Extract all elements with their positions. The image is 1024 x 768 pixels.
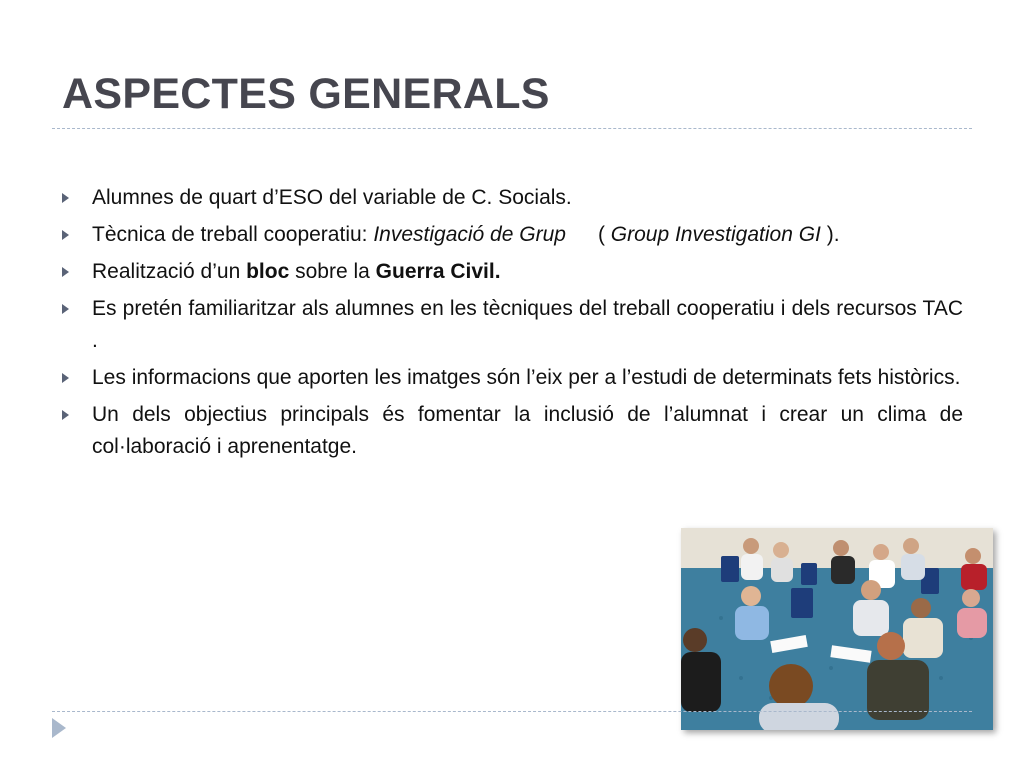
bullet-item <box>62 293 963 357</box>
bullet-arrow-icon <box>62 410 69 420</box>
bullet-item <box>62 182 963 214</box>
bullet-text: Alumnes de quart d’ESO del variable de C. Socials. <box>92 186 572 209</box>
title-divider <box>52 128 972 129</box>
bullet-text: Un dels objectius principals és fomentar la inclusió de l’alumnat i crear un clima de col·laboració i aprenentatge. <box>92 403 963 458</box>
bullet-item <box>62 256 963 288</box>
bullet-item <box>62 362 963 394</box>
play-arrow-icon[interactable] <box>52 718 66 738</box>
bullet-arrow-icon <box>62 193 69 203</box>
bullet-text: Tècnica de treball cooperatiu: <box>92 223 374 246</box>
bullet-text: ( <box>597 223 611 246</box>
bullet-text: Es pretén familiaritzar als alumnes en les tècniques del treball cooperatiu i dels recursos TAC . <box>92 297 963 352</box>
bullet-text: Les informacions que aporten les imatges són l’eix per a l’estudi de determinats fets històrics. <box>92 366 961 389</box>
slide-title: ASPECTES GENERALS <box>62 70 550 118</box>
group-photo-illustration <box>681 528 993 730</box>
footer-divider <box>52 711 972 712</box>
bullet-item <box>62 219 963 251</box>
bullet-text-italic: Investigació de Grup <box>373 223 566 246</box>
bullet-list <box>62 182 963 468</box>
bullet-text-bold: bloc <box>246 260 290 283</box>
group-photo <box>681 528 993 730</box>
bullet-arrow-icon <box>62 304 69 314</box>
bullet-text-bold: Guerra Civil. <box>375 260 501 283</box>
bullet-arrow-icon <box>62 373 69 383</box>
bullet-text: ). <box>820 223 840 246</box>
bullet-text: Realització d’un <box>92 260 247 283</box>
bullet-item <box>62 399 963 463</box>
bullet-arrow-icon <box>62 267 69 277</box>
bullet-text-italic: Group Investigation GI <box>610 223 821 246</box>
bullet-text: sobre la <box>289 260 376 283</box>
bullet-arrow-icon <box>62 230 69 240</box>
